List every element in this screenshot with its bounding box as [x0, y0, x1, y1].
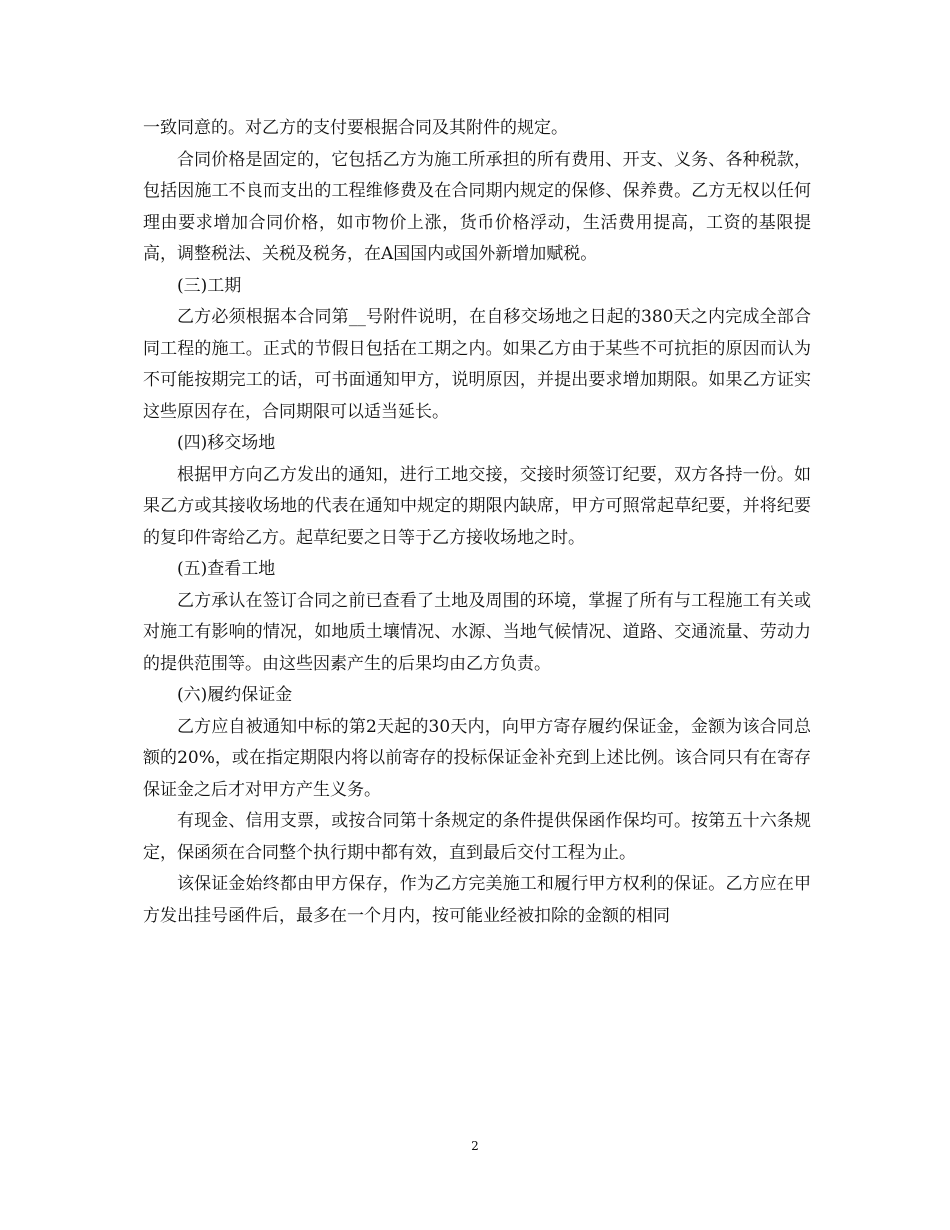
paragraph-site-inspection: 乙方承认在签订合同之前已查看了土地及周围的环境，掌握了所有与工程施工有关或对施工有影响的情况，如地质土壤情况、水源、当地气候情况、道路、交通流量、劳动力的提供范围等。由这些因素产生的后果均由乙方负责。 — [143, 590, 811, 674]
document-body — [143, 113, 811, 932]
paragraph-performance-bond: 乙方应自被通知中标的第2天起的30天内，向甲方寄存履约保证金，金额为该合同总额的20%，或在指定期限内将以前寄存的投标保证金补充到上述比例。该合同只有在寄存保证金之后才对甲方产生义务。 — [143, 716, 811, 800]
paragraph-bond-custody: 该保证金始终都由甲方保存，作为乙方完美施工和履行甲方权利的保证。乙方应在甲方发出挂号函件后，最多在一个月内，按可能业经被扣除的金额的相同 — [143, 874, 811, 926]
paragraph-schedule: 乙方必须根据本合同第__号附件说明，在自移交场地之日起的380天之内完成全部合同工程的施工。正式的节假日包括在工期之内。如果乙方由于某些不可抗拒的原因而认为不可能按期完工的话，可书面通知甲方，说明原因，并提出要求增加期限。如果乙方证实这些原因存在，合同期限可以适当延长。 — [143, 307, 811, 422]
section-heading-schedule: (三)工期 — [177, 275, 242, 296]
paragraph-site-handover: 根据甲方向乙方发出的通知，进行工地交接，交接时须签订纪要，双方各持一份。如果乙方或其接收场地的代表在通知中规定的期限内缺席，甲方可照常起草纪要，并将纪要的复印件寄给乙方。起草纪要之日等于乙方接收场地之时。 — [143, 464, 811, 548]
section-heading-site-handover: (四)移交场地 — [177, 433, 276, 453]
section-heading-performance-bond: (六)履约保证金 — [177, 685, 293, 705]
paragraph-bond-forms: 有现金、信用支票，或按合同第十条规定的条件提供保函作保均可。按第五十六条规定，保函须在合同整个执行期中都有效，直到最后交付工程为止。 — [143, 811, 811, 863]
page-number: 2 — [471, 1139, 479, 1153]
paragraph-continuation: 一致同意的。对乙方的支付要根据合同及其附件的规定。 — [143, 118, 568, 138]
paragraph-contract-price: 合同价格是固定的，它包括乙方为施工所承担的所有费用、开支、义务、各种税款，包括因施工不良而支出的工程维修费及在合同期内规定的保修、保养费。乙方无权以任何理由要求增加合同价格，如市物价上涨，货币价格浮动，生活费用提高，工资的基限提高，调整税法、关税及税务，在A国国内或国外新增加赋税。 — [143, 149, 811, 264]
section-heading-site-inspection: (五)查看工地 — [177, 559, 276, 579]
